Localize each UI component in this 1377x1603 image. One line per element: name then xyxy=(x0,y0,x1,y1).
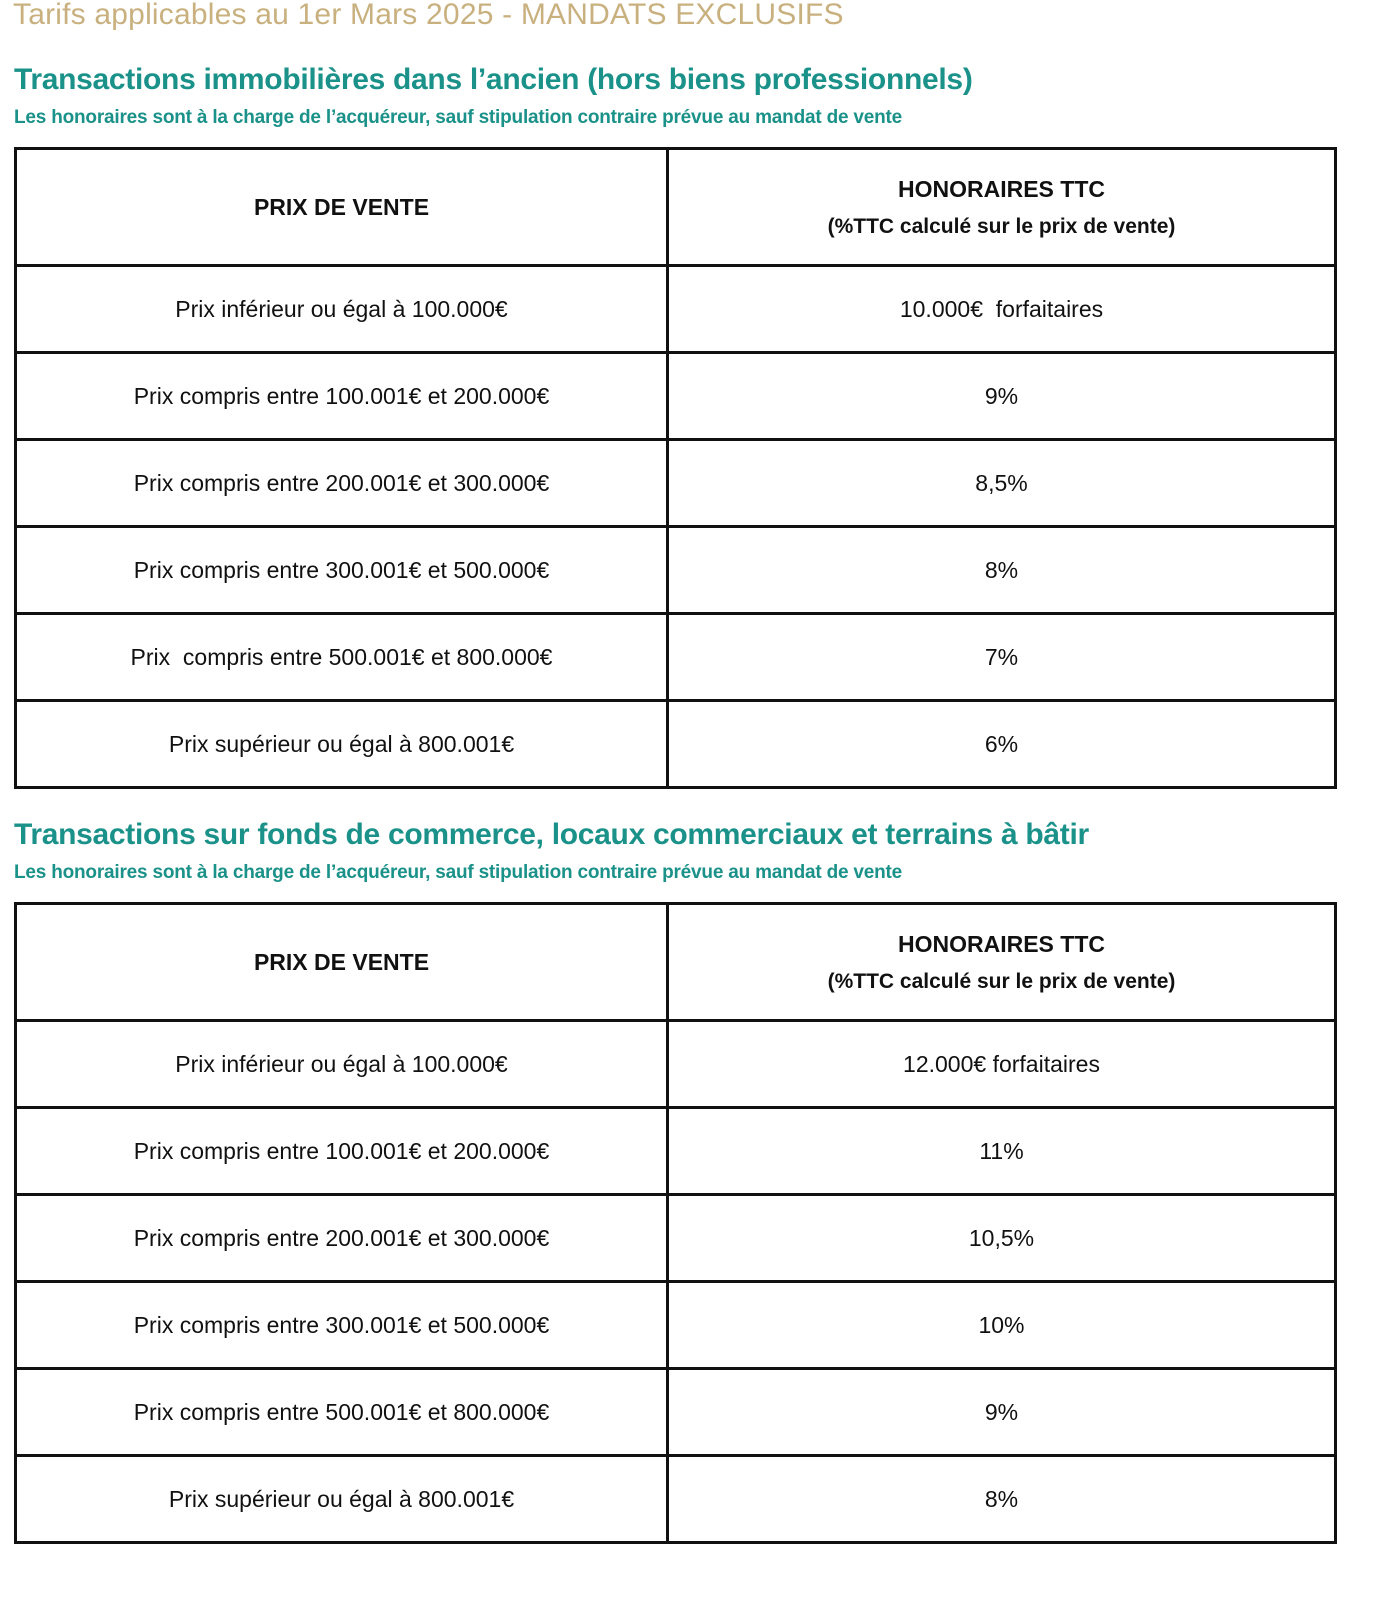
table-row xyxy=(16,527,1336,614)
table-row xyxy=(16,440,1336,527)
price-cell: Prix compris entre 200.001€ et 300.000€ xyxy=(16,1195,668,1282)
page-title: Tarifs applicables au 1er Mars 2025 - MANDATS EXCLUSIFS xyxy=(13,0,844,31)
price-cell: Prix compris entre 100.001€ et 200.000€ xyxy=(16,353,668,440)
fee-cell: 10.000€ forfaitaires xyxy=(668,266,1336,353)
header-fee xyxy=(668,904,1336,1021)
table-row xyxy=(16,1021,1336,1108)
fee-cell: 9% xyxy=(668,1369,1336,1456)
table-row xyxy=(16,614,1336,701)
price-cell: Prix supérieur ou égal à 800.001€ xyxy=(16,701,668,788)
header-fee-note: (%TTC calculé sur le prix de vente) xyxy=(827,969,1176,993)
table-row xyxy=(16,701,1336,788)
header-price: PRIX DE VENTE xyxy=(16,149,668,266)
fee-cell: 10% xyxy=(668,1282,1336,1369)
table-row xyxy=(16,1282,1336,1369)
table-row xyxy=(16,353,1336,440)
table-row xyxy=(16,1108,1336,1195)
header-price: PRIX DE VENTE xyxy=(16,904,668,1021)
table-header-row xyxy=(16,904,1336,1021)
price-cell: Prix compris entre 300.001€ et 500.000€ xyxy=(16,1282,668,1369)
header-fee-label: HONORAIRES TTC xyxy=(898,175,1105,202)
fee-cell: 10,5% xyxy=(668,1195,1336,1282)
fee-cell: 8,5% xyxy=(668,440,1336,527)
price-cell: Prix supérieur ou égal à 800.001€ xyxy=(16,1456,668,1543)
section-subtitle-commerce: Les honoraires sont à la charge de l’acquéreur, sauf stipulation contraire prévue au mandat de vente xyxy=(14,862,903,883)
header-fee-label: HONORAIRES TTC xyxy=(898,930,1105,957)
fee-cell: 6% xyxy=(668,701,1336,788)
price-cell: Prix compris entre 500.001€ et 800.000€ xyxy=(16,1369,668,1456)
fee-cell: 8% xyxy=(668,527,1336,614)
table-row xyxy=(16,266,1336,353)
price-cell: Prix compris entre 300.001€ et 500.000€ xyxy=(16,527,668,614)
table-row xyxy=(16,1456,1336,1543)
fee-cell: 7% xyxy=(668,614,1336,701)
header-fee xyxy=(668,149,1336,266)
table-header-row xyxy=(16,149,1336,266)
price-cell: Prix compris entre 200.001€ et 300.000€ xyxy=(16,440,668,527)
fee-cell: 11% xyxy=(668,1108,1336,1195)
price-cell: Prix compris entre 500.001€ et 800.000€ xyxy=(16,614,668,701)
header-fee-note: (%TTC calculé sur le prix de vente) xyxy=(827,214,1176,238)
fee-cell: 8% xyxy=(668,1456,1336,1543)
table-row xyxy=(16,1195,1336,1282)
table-row xyxy=(16,1369,1336,1456)
price-cell: Prix inférieur ou égal à 100.000€ xyxy=(16,1021,668,1108)
fee-cell: 9% xyxy=(668,353,1336,440)
fee-cell: 12.000€ forfaitaires xyxy=(668,1021,1336,1108)
section-title-ancien: Transactions immobilières dans l’ancien (hors biens professionnels) xyxy=(14,63,973,96)
section-title-commerce: Transactions sur fonds de commerce, locaux commerciaux et terrains à bâtir xyxy=(14,818,1089,851)
section-subtitle-ancien: Les honoraires sont à la charge de l’acquéreur, sauf stipulation contraire prévue au mandat de vente xyxy=(14,107,903,128)
price-cell: Prix compris entre 100.001€ et 200.000€ xyxy=(16,1108,668,1195)
fee-table-ancien xyxy=(14,147,1337,789)
price-cell: Prix inférieur ou égal à 100.000€ xyxy=(16,266,668,353)
fee-table-commerce xyxy=(14,902,1337,1544)
